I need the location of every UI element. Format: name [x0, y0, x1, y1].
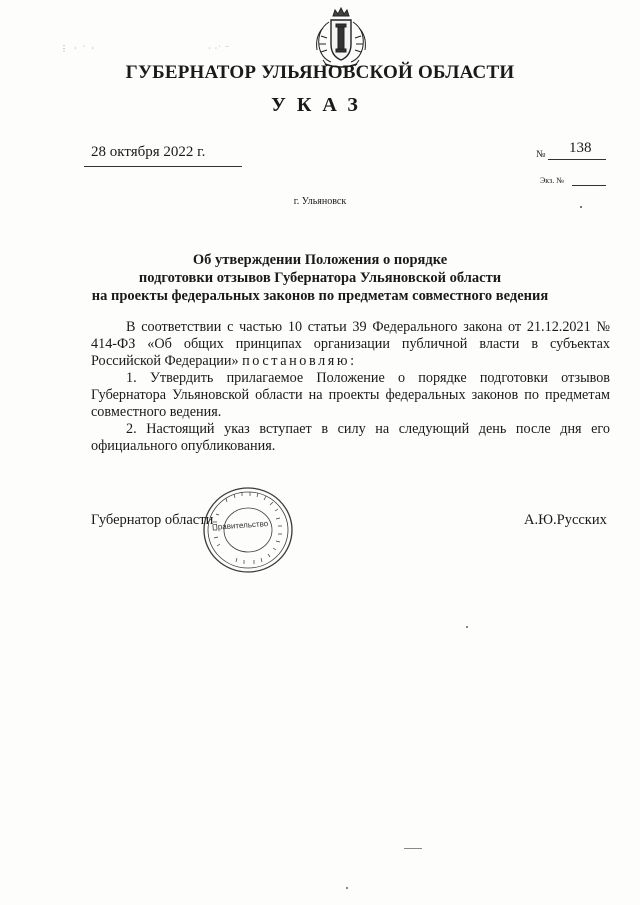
- item-paragraph: 2. Настоящий указ вступает в силу на следующий день после дня его официального опубликования.: [91, 421, 610, 454]
- place-of-issue: г. Ульяновск: [293, 196, 347, 207]
- item-paragraph: 1. Утвердить прилагаемое Положение о порядке подготовки отзывов Губернатора Ульяновской области на проекты федеральных законов по предметам совместного ведения.: [91, 370, 610, 420]
- decree-word: постановляю:: [242, 353, 357, 369]
- scan-artifact: ⋮ · ˙ ·: [60, 44, 96, 53]
- preamble-paragraph: [91, 319, 610, 370]
- scan-artifact: · ·˙ ⁻: [208, 44, 231, 53]
- document-date: 28 октября 2022 г.: [91, 144, 206, 160]
- preamble-text: В соответствии с частью 10 статьи 39 Федерального закона от 21.12.2021 № 414-ФЗ «Об общих принципах организации публичной власти в субъектах Российской Федерации»: [91, 319, 610, 369]
- copy-number-underline: [572, 185, 606, 186]
- title-line: на проекты федеральных законов по предметам совместного ведения: [91, 288, 549, 304]
- signer-position: Губернатор области: [91, 512, 214, 528]
- copy-number-label: Экз. №: [540, 176, 564, 185]
- document-type: УКАЗ: [271, 94, 369, 116]
- scan-artifact: [466, 626, 468, 628]
- title-line: подготовки отзывов Губернатора Ульяновской области: [138, 270, 502, 286]
- scan-artifact: [346, 887, 348, 889]
- document-number: 138: [569, 140, 592, 156]
- seal-text: Правительство: [211, 519, 269, 532]
- scan-artifact: [404, 848, 422, 849]
- title-line: Об утверждении Положения о порядке: [192, 252, 448, 268]
- document-body: [91, 319, 610, 455]
- number-underline: [548, 159, 606, 160]
- issuing-authority: ГУБЕРНАТОР УЛЬЯНОВСКОЙ ОБЛАСТИ: [125, 62, 515, 83]
- signer-name: А.Ю.Русских: [524, 512, 607, 528]
- number-label: №: [536, 149, 546, 160]
- date-underline: [84, 166, 242, 167]
- document-title: [0, 251, 640, 305]
